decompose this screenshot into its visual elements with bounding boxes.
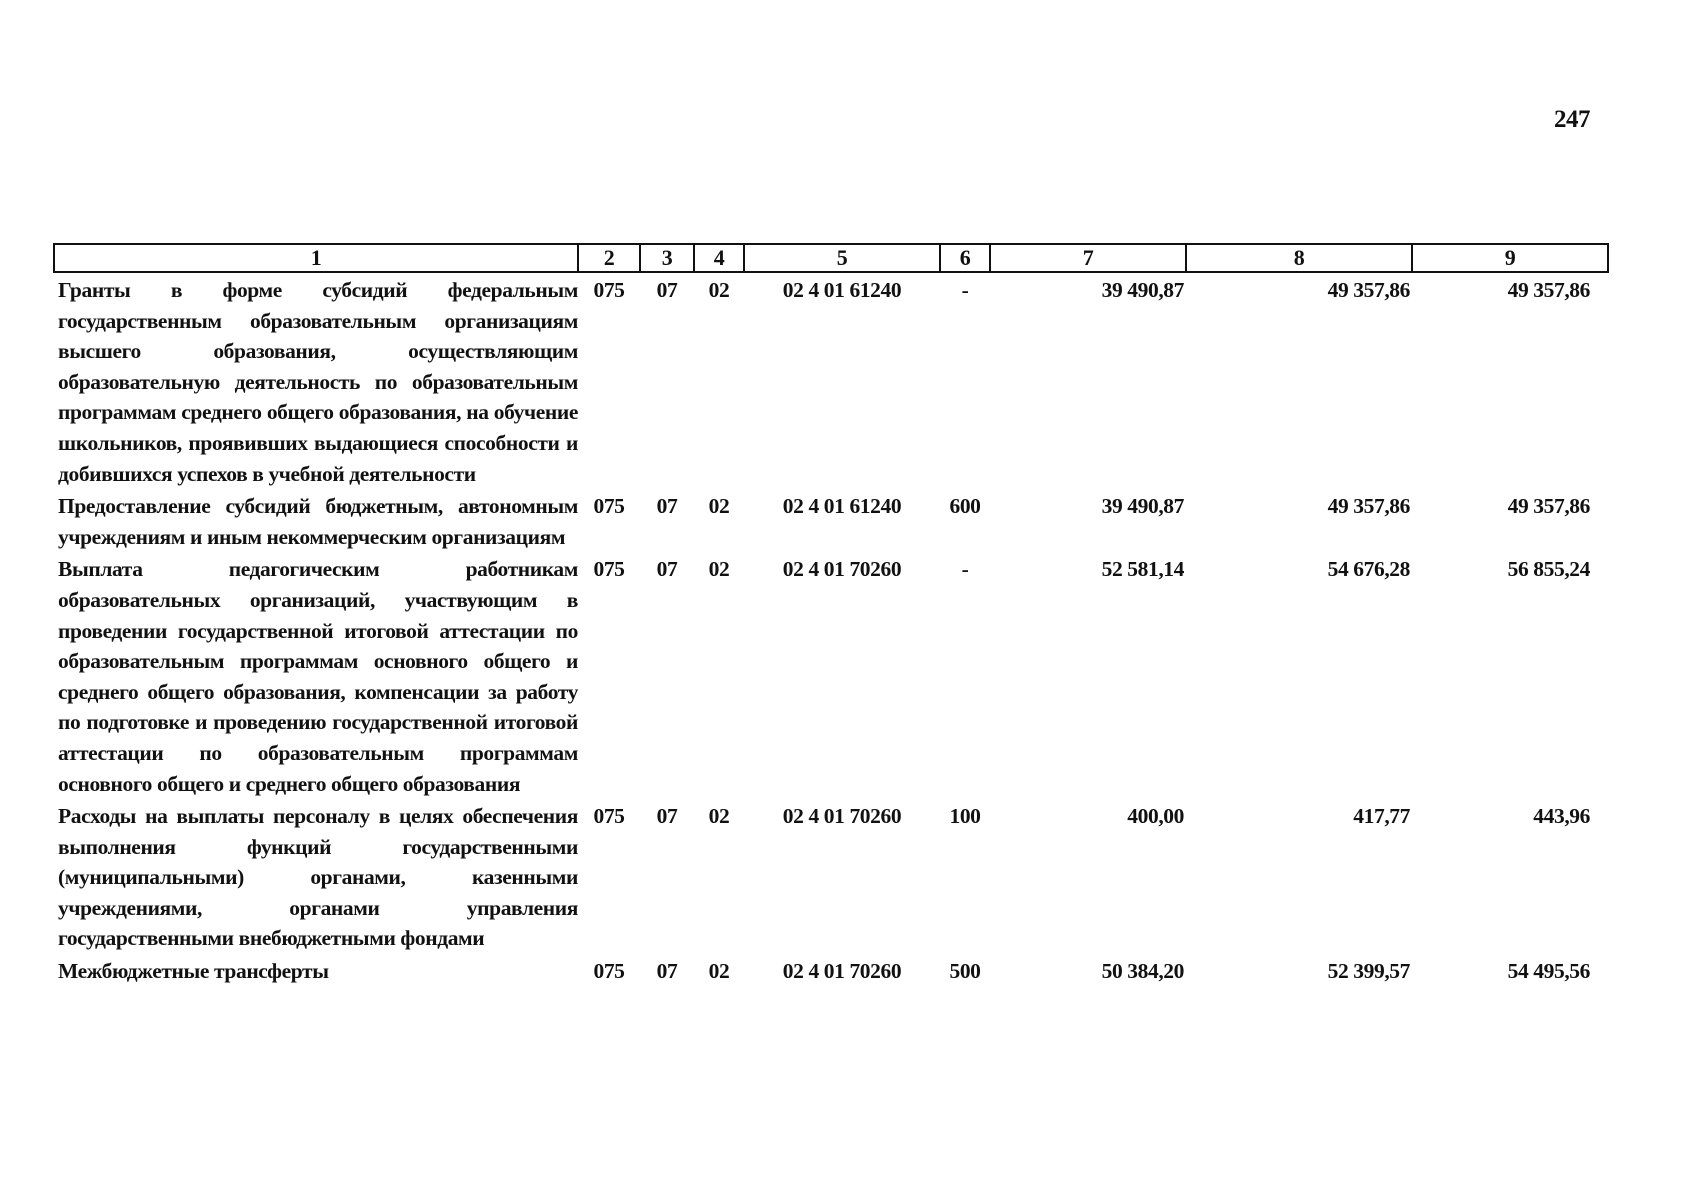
row-ministry-code: 075	[593, 959, 625, 984]
row-amount-col8: 417,77	[1353, 804, 1410, 829]
row-subsection-code: 02	[708, 804, 730, 829]
col-header-2: 2	[578, 244, 640, 272]
table-header	[54, 244, 1608, 272]
budget-table	[53, 243, 1609, 987]
row-description: Межбюджетные трансферты	[58, 959, 329, 984]
col-header-1: 1	[54, 244, 578, 272]
col-header-3: 3	[640, 244, 694, 272]
table-row	[54, 552, 1608, 799]
row-description: Предоставление субсидий бюджетным, автономным учреждениям и иным некоммерческим организациям	[58, 494, 578, 549]
row-subsection-code: 02	[708, 557, 730, 582]
row-amount-col7: 39 490,87	[1101, 494, 1184, 519]
row-expense-type-code: 100	[949, 804, 981, 829]
col-header-7: 7	[990, 244, 1186, 272]
table-row	[54, 799, 1608, 954]
row-amount-col9: 443,96	[1533, 804, 1590, 829]
row-amount-col9: 54 495,56	[1507, 959, 1590, 984]
row-expense-type-code: 500	[949, 959, 981, 984]
row-amount-col7: 52 581,14	[1101, 557, 1184, 582]
row-expense-type-code: -	[961, 557, 969, 582]
row-amount-col9: 49 357,86	[1507, 278, 1590, 302]
col-header-8: 8	[1186, 244, 1412, 272]
row-target-item-code: 02 4 01 70260	[782, 959, 902, 984]
row-ministry-code: 075	[593, 804, 625, 829]
row-ministry-code: 075	[593, 278, 625, 302]
page-number: 247	[1554, 106, 1590, 133]
row-amount-col8: 49 357,86	[1327, 494, 1410, 519]
row-description: Расходы на выплаты персоналу в целях обеспечения выполнения функций государственными (муниципальными) органами, казенными учреждениями, органами управления государственными внебюджетными фондами	[58, 804, 578, 951]
row-subsection-code: 02	[708, 959, 730, 984]
row-section-code: 07	[656, 494, 678, 519]
row-target-item-code: 02 4 01 70260	[782, 557, 902, 582]
row-expense-type-code: 600	[949, 494, 981, 519]
row-subsection-code: 02	[708, 278, 730, 302]
col-header-6: 6	[940, 244, 990, 272]
row-amount-col7: 39 490,87	[1101, 278, 1184, 302]
row-description: Гранты в форме субсидий федеральным государственным образовательным организациям высшего образования, осуществляющим образовательную деятельность по образовательным программам среднего общего образования, на обучение школьников, проявивших выдающиеся способности и добившихся успехов в учебной деятельности	[58, 278, 578, 486]
row-amount-col7: 50 384,20	[1101, 959, 1184, 984]
row-ministry-code: 075	[593, 557, 625, 582]
table-row	[54, 489, 1608, 552]
row-target-item-code: 02 4 01 61240	[782, 494, 902, 519]
row-section-code: 07	[656, 278, 678, 302]
row-target-item-code: 02 4 01 70260	[782, 804, 902, 829]
row-amount-col8: 54 676,28	[1327, 557, 1410, 582]
row-section-code: 07	[656, 557, 678, 582]
table-row	[54, 954, 1608, 987]
col-header-9: 9	[1412, 244, 1608, 272]
row-ministry-code: 075	[593, 494, 625, 519]
col-header-5: 5	[744, 244, 940, 272]
row-description: Выплата педагогическим работникам образовательных организаций, участвующим в проведении государственной итоговой аттестации по образовательным программам основного общего и среднего общего образования, компенсации за работу по подготовке и проведению государственной итоговой аттестации по образовательным программам основного общего и среднего общего образования	[58, 557, 578, 796]
row-amount-col7: 400,00	[1127, 804, 1184, 829]
row-amount-col9: 56 855,24	[1507, 557, 1590, 582]
table-body	[54, 272, 1608, 987]
row-amount-col8: 52 399,57	[1327, 959, 1410, 984]
table-row	[54, 272, 1608, 489]
row-amount-col9: 49 357,86	[1507, 494, 1590, 519]
row-section-code: 07	[656, 959, 678, 984]
row-amount-col8: 49 357,86	[1327, 278, 1410, 302]
column-number-row	[54, 244, 1608, 272]
row-section-code: 07	[656, 804, 678, 829]
row-expense-type-code: -	[961, 278, 969, 302]
row-target-item-code: 02 4 01 61240	[782, 278, 902, 302]
col-header-4: 4	[694, 244, 744, 272]
row-subsection-code: 02	[708, 494, 730, 519]
